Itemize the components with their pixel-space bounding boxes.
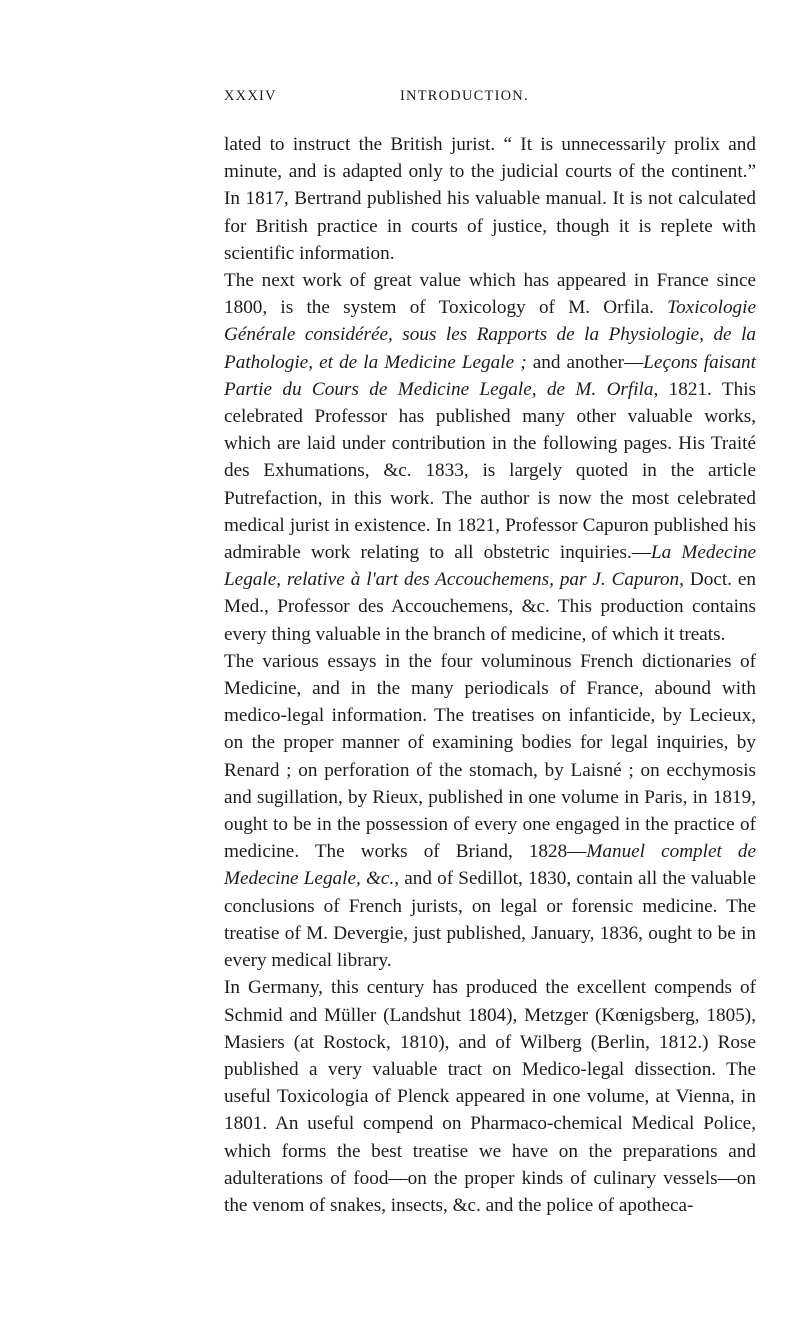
- text-run: 1821. This celebrated Professor has published many other valuable works, which are laid under contribution in the following pages. His Traité des Exhumations, &c. 1833, is largely quoted in the article Putrefaction, in this work. The author is now the most celebrated medical jurist in existence. In 1821, Professor Capuron published his admirable work relating to all obstetric inquiries.—: [224, 378, 756, 564]
- text-run: Doct. en Med., Professor des Accouchemens, &c. This production contains every thing valuable in the branch of medicine, of which it treats.: [224, 569, 756, 645]
- text-run: and of Sedillot, 1830, contain all the valuable conclusions of French jurists, on legal or forensic medicine. The treatise of M. Devergie, just published, January, 1836, ought to be in every medical library.: [224, 868, 756, 972]
- text-run: In Germany, this century has produced the excellent compends of Schmid and Müller (Landshut 1804), Metzger (Kœnigsberg, 1805), Masiers (at Rostock, 1810), and of Wilberg (Berlin, 1812.) Rose published a very valuable tract on Medico-legal dissection. The useful Toxicologia of Plenck appeared in one volume, at Vienna, in 1801. An useful compend on Pharmaco-chemical Medical Police, which forms the best treatise we have on the preparations and adulterations of food—on the proper kinds of culinary vessels—on the venom of snakes, insects, &c. and the police of apotheca-: [224, 977, 756, 1216]
- paragraph-4: [224, 974, 756, 1219]
- body-text: [224, 131, 756, 1219]
- running-title: INTRODUCTION.: [400, 88, 529, 104]
- italic-title-run: Leçons faisant Partie du Cours de Medicine Legale, de M. Orfila,: [224, 351, 756, 400]
- text-run: The various essays in the four voluminous French dictionaries of Medicine, and in the many periodicals of France, abound with medico-legal information. The treatises on infanticide, by Lecieux, on the proper manner of examining bodies for legal inquiries, by Renard ; on perforation of the stomach, by Laisné ; on ecchymosis and sugillation, by Rieux, published in one volume in Paris, in 1819, ought to be in the possession of every one engaged in the practice of medicine. The works of Briand, 1828—: [224, 650, 756, 863]
- text-run: lated to instruct the British jurist. “ It is unnecessarily prolix and minute, and is adapted only to the judicial courts of the continent.” In 1817, Bertrand published his valuable manual. It is not calculated for British practice in courts of justice, though it is replete with scientific information.: [224, 134, 756, 264]
- italic-title-run: Manuel complet de Medecine Legale, &c.,: [224, 841, 756, 890]
- paragraph-3: [224, 648, 756, 974]
- paragraph-1: [224, 131, 756, 267]
- running-header: [0, 88, 800, 112]
- italic-title-run: La Medecine Legale, relative à l'art des Accouchemens, par J. Capuron,: [224, 542, 756, 591]
- text-run: The next work of great value which has appeared in France since 1800, is the system of Toxicology of M. Orfila.: [224, 270, 756, 319]
- text-run: and another—: [526, 351, 644, 373]
- italic-title-run: Toxicologie Générale considérée, sous les Rapports de la Physiologie, de la Pathologie, et de la Medicine Legale ;: [224, 297, 756, 373]
- page-number: XXXIV: [224, 88, 277, 104]
- paragraph-2: [224, 267, 756, 648]
